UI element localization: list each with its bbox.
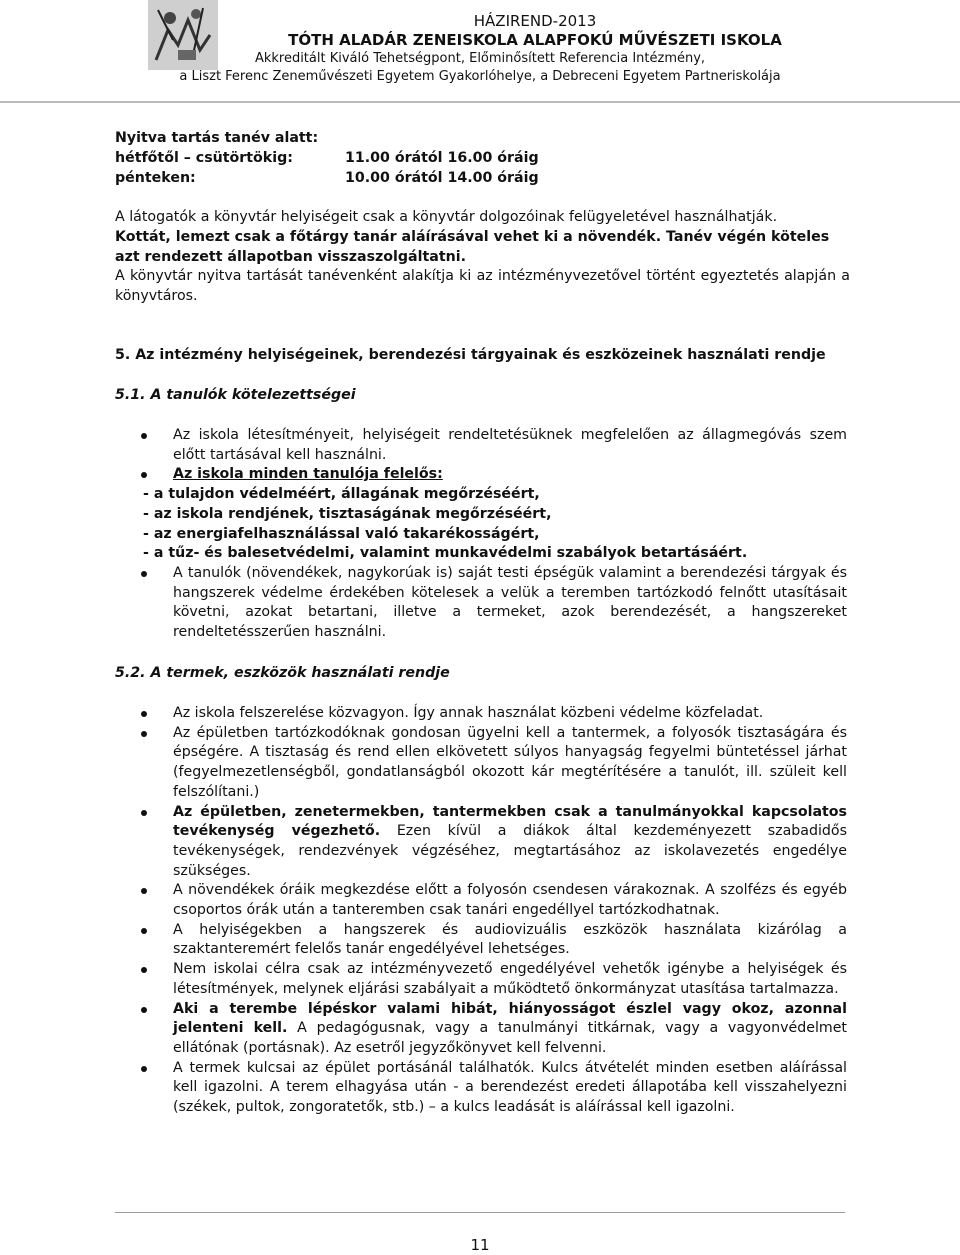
library-hours-rule: A könyvtár nyitva tartását tanévenként alakítja ki az intézményvezetővel történt egyeztetés alapján a könyvtáros. <box>115 268 850 304</box>
bullet-icon <box>141 928 147 934</box>
bullet-icon <box>141 571 147 577</box>
list-item <box>115 960 847 999</box>
page-header <box>0 0 960 103</box>
responsibility-item: - a tulajdon védelméért, állagának megőrzéséért, <box>143 486 540 503</box>
list-item <box>115 465 847 564</box>
bullet-icon <box>141 433 147 439</box>
header-partnership: a Liszt Ferenc Zeneművészeti Egyetem Gyakorlóhelye, a Debreceni Egyetem Partneriskolája <box>179 69 781 84</box>
list-item <box>115 564 847 643</box>
list-item-text: A helyiségekben a hangszerek és audiovizuális eszközök használata kizárólag a szaktanteremért felelős tanár engedélyével lehetséges. <box>173 921 847 958</box>
header-divider <box>0 101 960 103</box>
opening-value: 11.00 órától 16.00 óráig <box>345 150 539 166</box>
bullet-icon <box>141 888 147 894</box>
list-item <box>115 1059 847 1118</box>
list-item-text: A termek kulcsai az épület portásánál találhatók. Kulcs átvételét minden esetben aláírással kell igazolni. A terem elhagyása után - a berendezést eredeti állapotába kell visszahelyezni (székek, pultok, zongoratetők, stb.) – a kulcs leadását is aláírással kell igazolni. <box>173 1059 847 1116</box>
opening-title: Nyitva tartás tanév alatt: <box>115 130 319 146</box>
section-5-1-title: 5.1. A tanulók kötelezettségei <box>115 387 356 403</box>
responsibility-heading: Az iskola minden tanulója felelős: <box>173 466 443 483</box>
list-item <box>115 803 847 882</box>
library-supervision-text: A látogatók a könyvtár helyiségeit csak a könyvtár dolgozóinak felügyeletével használhatják. <box>115 209 778 225</box>
header-doc-title: HÁZIREND-2013 <box>473 12 597 30</box>
list-item-bold-text: Aki a terembe lépéskor valami hibát, hiányosságot észlel vagy okoz, azonnal jelenteni kell. <box>173 1000 847 1037</box>
opening-label: pénteken: <box>115 170 196 186</box>
opening-value: 10.00 órától 14.00 óráig <box>345 170 539 186</box>
bullet-icon <box>141 711 147 717</box>
list-item <box>115 1000 847 1059</box>
section-5-title: 5. Az intézmény helyiségeinek, berendezési tárgyainak és eszközeinek használati rendje <box>115 347 826 363</box>
bullet-icon <box>141 731 147 737</box>
bullet-icon <box>141 1007 147 1013</box>
header-accreditation: Akkreditált Kiváló Tehetségpont, Előminősített Referencia Intézmény, <box>254 51 706 66</box>
list-item-text: Az iskola létesítményeit, helyiségeit rendeltetésüknek megfelelően az állagmegóvás szem előtt tartásával kell használni. <box>173 427 847 463</box>
responsibility-item: - a tűz- és balesetvédelmi, valamint munkavédelmi szabályok betartásáért. <box>143 545 748 562</box>
list-item-text: A pedagógusnak, vagy a tanulmányi titkárnak, vagy a vagyonvédelmet ellátónak (portásnak). Az esetről jegyzőkönyvet kell felvenni. <box>173 1020 847 1056</box>
list-item-text: Az iskola felszerelése közvagyon. Így annak használat közbeni védelme közfeladat. <box>173 705 764 721</box>
list-item-text: A növendékek óráik megkezdése előtt a folyosón csendesen várakoznak. A szolfézs és egyéb csoportos órák után a tanteremben csak tanári engedéllyel tartózkodhatnak. <box>173 882 847 919</box>
section-5-1-list <box>115 426 847 643</box>
opening-row-weekdays <box>115 149 539 168</box>
list-item-bold-text: Az épületben, zenetermekben, tantermekben csak a tanulmányokkal kapcsolatos tevékenység végezhető. <box>173 803 847 840</box>
list-item <box>115 881 847 920</box>
responsibility-item: - az iskola rendjének, tisztaságának megőrzéséért, <box>143 505 552 522</box>
bullet-icon <box>141 810 147 816</box>
footer-divider <box>115 1212 845 1213</box>
bullet-icon <box>141 1066 147 1072</box>
library-loan-rule: Kottát, lemezt csak a főtárgy tanár aláírásával vehet ki a növendék. Tanév végén köteles azt rendezett állapotban visszaszolgáltatni. <box>115 229 830 265</box>
section-5-2-list <box>115 704 847 1118</box>
page-number: 11 <box>470 1236 490 1254</box>
list-item-text: A tanulók (növendékek, nagykorúak is) saját testi épségük valamint a berendezési tárgyak és hangszerek védelme érdekében kötelesek a velük a teremben tartózkodó felnőtt utasításait követni, azokat betartani, illetve a termeket, azok berendezését, a hangszereket rendeltetésszerűen használni. <box>173 564 847 641</box>
opening-row-friday <box>115 169 539 188</box>
bullet-icon <box>141 967 147 973</box>
list-item <box>115 704 847 724</box>
list-item <box>115 724 847 803</box>
header-school-name: TÓTH ALADÁR ZENEISKOLA ALAPFOKÚ MŰVÉSZETI ISKOLA <box>288 31 782 49</box>
list-item-text: Az épületben tartózkodóknak gondosan ügyelni kell a tantermek, a folyosók tisztaságára és épségére. A tisztaság és rend ellen elkövetett súlyos hanyagság fegyelmi büntetéssel járhat (fegyelmezetlenségből, gondatlanságból okozott kár megtérítésére a tanulót, ill. szüleit kell felszólítani.) <box>173 724 847 800</box>
bullet-icon <box>141 472 147 478</box>
responsibility-item: - az energiafelhasználással való takarékosságért, <box>143 525 540 542</box>
list-item-text: Nem iskolai célra csak az intézményvezető engedélyével vehetők igénybe a helyiségek és létesítmények, melynek eljárási szabályait a működtető önkormányzat utasítása tartalmazza. <box>173 961 847 997</box>
section-5-2-title: 5.2. A termek, eszközök használati rendje <box>115 665 450 681</box>
list-item <box>115 921 847 960</box>
list-item-text: Ezen kívül a diákok által kezdeményezett szabadidős tevékenységek, rendezvények végzéséhez, megtartásához az iskolavezetés engedélye szükséges. <box>173 823 847 879</box>
opening-label: hétfőtől – csütörtökig: <box>115 150 293 166</box>
list-item <box>115 426 847 465</box>
